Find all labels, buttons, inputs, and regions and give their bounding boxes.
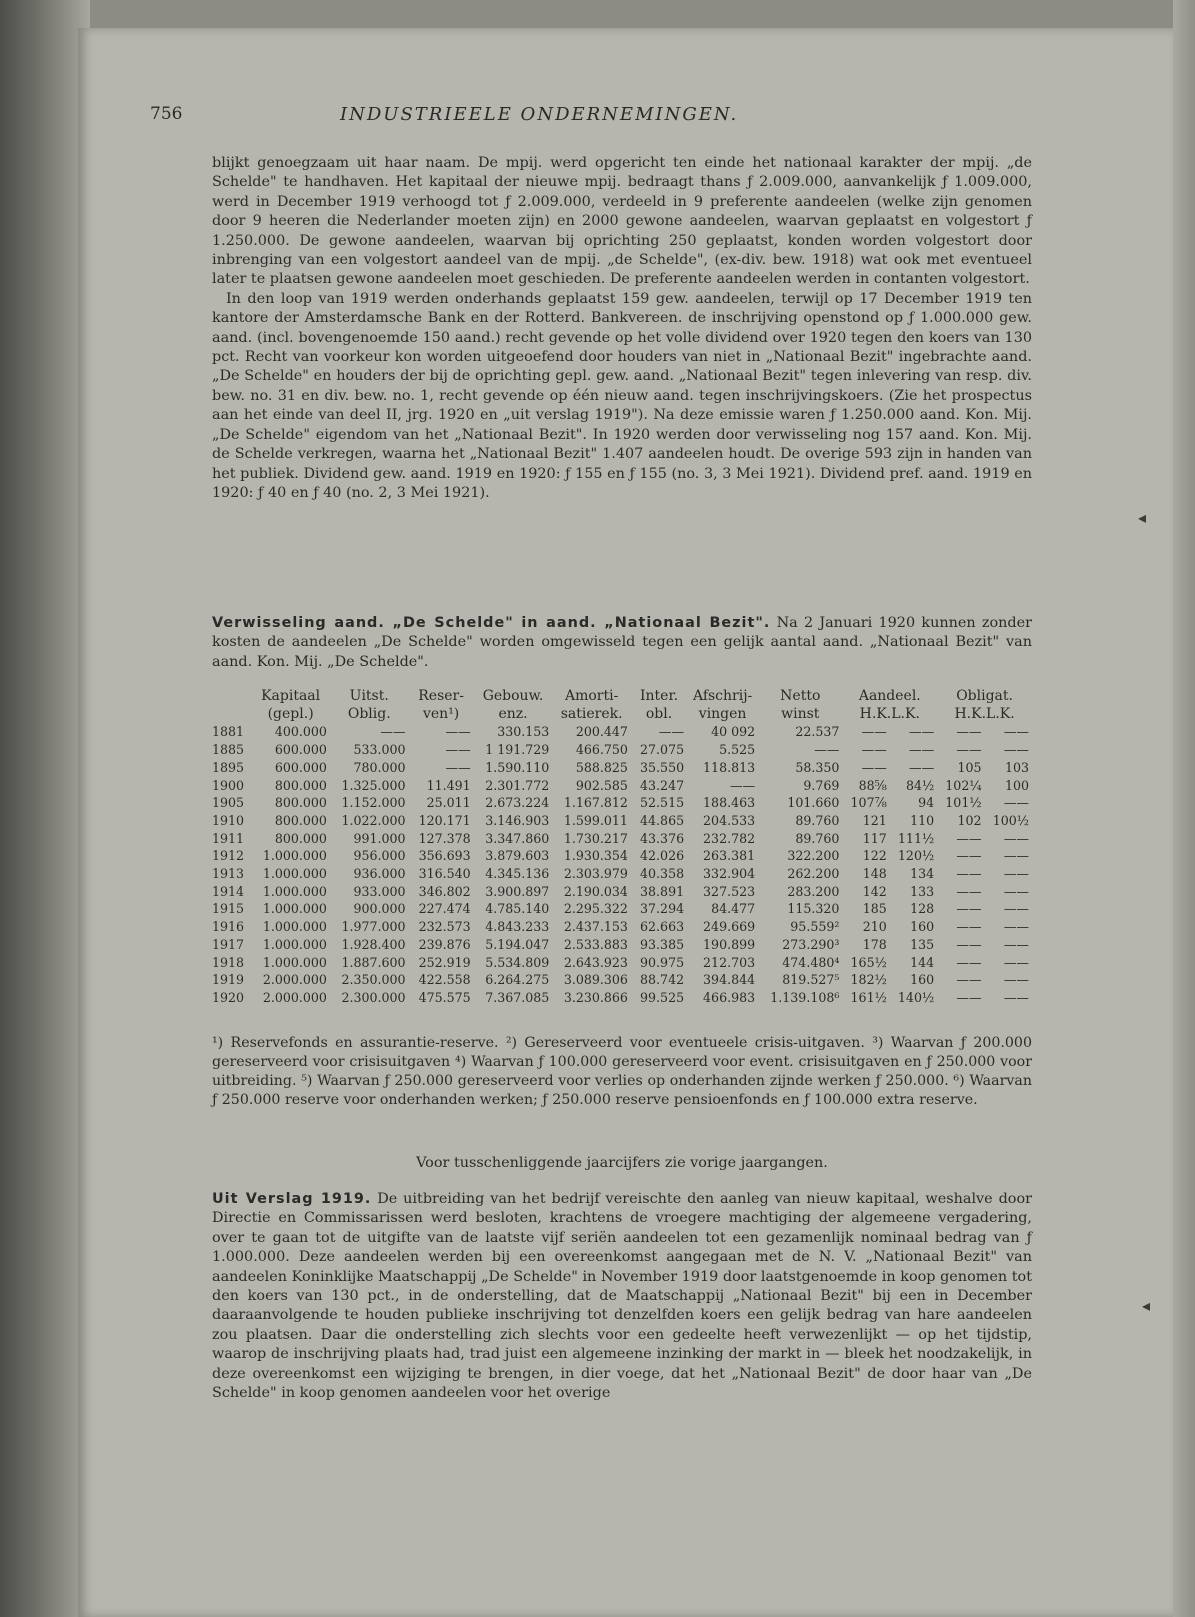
table-row (212, 759, 1032, 777)
table-row (212, 936, 1032, 954)
table-cell: 316.540 (418, 866, 471, 882)
table-cell-year: 1916 (212, 919, 245, 935)
table-row (212, 794, 1032, 812)
table-cell: 5.534.809 (485, 954, 550, 970)
table-cell: 327.523 (703, 883, 756, 899)
table-cell: 800.000 (274, 812, 327, 828)
table-cell: 1.167.812 (563, 795, 628, 811)
table-cell: 190.899 (703, 936, 756, 952)
table-row (212, 723, 1032, 741)
table-cell: 2.643.923 (563, 954, 628, 970)
table-cell-year: 1915 (212, 901, 245, 917)
table-cell-year: 1913 (212, 866, 245, 882)
table-cell: 37.294 (640, 901, 685, 917)
table-cell: 800.000 (274, 795, 327, 811)
table-cell: 44.865 (640, 812, 685, 828)
table-cell: 105 (957, 759, 982, 775)
intermediate-years-note: Voor tusschenliggende jaarcijfers zie vorige jaargangen. (416, 1155, 828, 1171)
table-cell: 252.919 (418, 954, 471, 970)
table-cell: 232.782 (703, 830, 756, 846)
table-cell: 7.367.085 (485, 989, 550, 1005)
table-cell: —— (1003, 954, 1029, 970)
table-cell: 2.350.000 (341, 972, 406, 988)
table-cell: 95.559² (790, 919, 840, 935)
table-cell: 1.000.000 (262, 901, 327, 917)
table-cell: 2.000.000 (262, 989, 327, 1005)
table-subheader: obl. (645, 705, 673, 722)
table-cell: 588.825 (575, 759, 628, 775)
table-cell: —— (956, 989, 982, 1005)
table-cell: 3.230.866 (563, 989, 628, 1005)
intro-paragraph-2: In den loop van 1919 werden onderhands geplaatst 159 gew. aandeelen, terwijl op 17 December 1919 ten kantore der Amsterdamsche Bank en der Rotterd. Bankvereen. de inschrijving openstond op ƒ 1.000.000 gew. aand. (incl. bovengenoemde 150 aand.) recht gevende op het volle dividend over 1920 tegen den koers van 130 pct. Recht van voorkeur kon worden uitgeoefend door houders van niet in „Nationaal Bezit" ingebrachte aand. „De Schelde" en houders der bij de oprichting gepl. gew. aand. „Nationaal Bezit" tegen inlevering van resp. div. bew. no. 31 en div. bew. no. 1, recht gevende op één nieuw aand. tegen inschrijvingskoers. (Zie het prospectus aan het einde van deel II, jrg. 1920 en „uit verslag 1919"). Na deze emissie waren ƒ 1.250.000 aand. Kon. Mij. „De Schelde" eigendom van het „Nationaal Bezit". In 1920 werden door verwisseling nog 157 aand. Kon. Mij. de Schelde verkregen, waarna het „Nationaal Bezit" 1.407 aandeelen houdt. De overige 593 zijn in handen van het publiek. Dividend gew. aand. 1919 en 1920: ƒ 155 en ƒ 155 (no. 3, 3 Mei 1921). Dividend pref. aand. 1919 en 1920: ƒ 40 en ƒ 40 (no. 2, 3 Mei 1921). (212, 290, 1032, 501)
table-cell: 58.350 (795, 759, 840, 775)
table-cell: —— (956, 936, 982, 952)
table-cell: 1.000.000 (262, 936, 327, 952)
table-cell: —— (908, 759, 935, 775)
table-cell: 140½ (897, 989, 935, 1005)
table-cell: 25.011 (426, 795, 471, 811)
table-cell: 1.022.000 (341, 812, 406, 828)
financial-table (212, 688, 1032, 1007)
table-cell: 600.000 (274, 759, 327, 775)
table-cell: 956.000 (353, 848, 406, 864)
table-row (212, 865, 1032, 883)
table-cell: —— (1003, 936, 1029, 952)
table-row (212, 812, 1032, 830)
table-cell: 142 (862, 883, 887, 899)
table-cell: 185 (862, 901, 887, 917)
table-header: Obligat. (956, 688, 1013, 704)
table-cell: —— (956, 848, 982, 864)
table-cell: —— (1003, 901, 1029, 917)
table-cell-year: 1917 (212, 936, 245, 952)
table-cell: 227.474 (418, 901, 471, 917)
table-cell: 3.900.897 (485, 883, 550, 899)
table-cell: 212.703 (703, 954, 756, 970)
table-row (212, 777, 1032, 795)
table-cell: 94 (918, 795, 935, 811)
table-subheader: winst (781, 705, 820, 722)
table-subheader: H.K.L.K. (954, 705, 1015, 722)
table-header: Uitst. (349, 688, 389, 704)
table-cell: 127.378 (418, 830, 471, 846)
exchange-heading: Verwisseling aand. „De Schelde" in aand. „Nationaal Bezit". (212, 615, 771, 631)
table-cell: 2.295.322 (563, 901, 628, 917)
table-cell: 1.152.000 (341, 795, 406, 811)
table-cell: 780.000 (353, 759, 406, 775)
table-cell: 204.533 (703, 812, 756, 828)
table-cell: 1.000.000 (262, 883, 327, 899)
table-cell: 330.153 (497, 724, 550, 740)
table-cell: 1.000.000 (262, 919, 327, 935)
table-cell: 165½ (850, 954, 887, 970)
table-cell: —— (956, 954, 982, 970)
table-cell: 1.930.354 (563, 848, 628, 864)
table-cell: 475.575 (418, 989, 471, 1005)
table-cell: 84.477 (711, 901, 756, 917)
table-cell: 283.200 (787, 883, 840, 899)
table-cell: 134 (910, 866, 935, 882)
table-cell: 120.171 (418, 812, 471, 828)
table-cell: 9.769 (803, 777, 840, 793)
table-cell: —— (956, 919, 982, 935)
table-cell: —— (445, 742, 471, 758)
table-cell: —— (956, 901, 982, 917)
table-cell: 1.000.000 (262, 954, 327, 970)
table-header: Gebouw. (482, 688, 544, 704)
table-header-row-2 (212, 706, 1032, 724)
table-cell: 394.844 (703, 972, 756, 988)
table-cell: 1.730.217 (563, 830, 628, 846)
table-row (212, 883, 1032, 901)
table-header: Afschrij- (692, 688, 753, 704)
table-cell: 111½ (897, 830, 935, 846)
table-cell: 160 (910, 919, 935, 935)
table-cell: 101.660 (787, 795, 840, 811)
table-cell: 93.385 (640, 936, 685, 952)
table-cell: 332.904 (703, 866, 756, 882)
table-cell-year: 1885 (212, 742, 245, 758)
table-cell: 161½ (850, 989, 887, 1005)
table-cell: 533.000 (353, 742, 406, 758)
table-cell: 466.983 (703, 989, 756, 1005)
table-cell-year: 1910 (212, 812, 245, 828)
table-cell: 1.887.600 (341, 954, 406, 970)
table-cell: 902.585 (575, 777, 628, 793)
table-cell: 5.194.047 (485, 936, 550, 952)
table-cell: 3.347.860 (485, 830, 550, 846)
margin-mark-icon: ◂ (1138, 508, 1147, 527)
table-cell-year: 1900 (212, 777, 245, 793)
table-cell: —— (956, 724, 982, 740)
table-subheader (212, 706, 251, 724)
table-cell: —— (861, 742, 887, 758)
table-cell: —— (956, 742, 982, 758)
table-cell: 4.843.233 (485, 919, 550, 935)
table-cell: 2.301.772 (485, 777, 550, 793)
table-cell: 1.590.110 (485, 759, 550, 775)
table-cell: —— (861, 759, 887, 775)
table-header: Aandeel. (858, 688, 921, 704)
table-cell: 22.537 (795, 724, 840, 740)
table-cell: 107⅞ (850, 795, 887, 811)
table-cell-year: 1914 (212, 883, 245, 899)
running-title: INDUSTRIEELE ONDERNEMINGEN. (340, 104, 739, 125)
table-cell: 43.376 (640, 830, 685, 846)
table-cell: 133 (910, 883, 935, 899)
table-cell: —— (956, 866, 982, 882)
table-cell: —— (908, 724, 935, 740)
table-cell: 1.139.108⁶ (770, 989, 840, 1005)
table-cell: 422.558 (418, 972, 471, 988)
table-cell: 62.663 (640, 919, 685, 935)
table-cell-year: 1881 (212, 724, 245, 740)
table-cell: 1 191.729 (485, 742, 550, 758)
table-cell: —— (956, 972, 982, 988)
table-cell: 239.876 (418, 936, 471, 952)
table-cell: —— (814, 742, 840, 758)
table-header: Kapitaal (261, 688, 321, 704)
book-spine-edge (0, 0, 90, 1617)
table-cell: 42.026 (640, 848, 685, 864)
table-cell: 466.750 (575, 742, 628, 758)
page-header (150, 104, 1050, 134)
table-header (212, 688, 251, 706)
table-cell: 43.247 (640, 777, 685, 793)
table-cell: 2.190.034 (563, 883, 628, 899)
table-cell: —— (380, 724, 406, 740)
book-page-edge-right (1173, 0, 1195, 1617)
table-cell: 52.515 (640, 795, 685, 811)
table-cell: —— (1003, 883, 1029, 899)
table-cell: 118.813 (703, 759, 756, 775)
table-cell: 110 (910, 812, 935, 828)
table-cell-year: 1911 (212, 830, 245, 846)
table-cell: 120½ (897, 848, 935, 864)
table-cell: 400.000 (274, 724, 327, 740)
table-cell: 1.928.400 (341, 936, 406, 952)
table-cell: 102¼ (945, 777, 982, 793)
table-header: Inter. (640, 688, 679, 704)
table-cell: 1.977.000 (341, 919, 406, 935)
table-subheader: vingen (698, 705, 747, 722)
table-cell: 2.300.000 (341, 989, 406, 1005)
table-cell: 1.000.000 (262, 866, 327, 882)
table-cell-year: 1905 (212, 795, 245, 811)
table-cell: 800.000 (274, 777, 327, 793)
table-cell: 128 (910, 901, 935, 917)
table-header-row-1 (212, 688, 1032, 706)
table-subheader: Oblig. (347, 705, 391, 722)
table-cell: 100½ (992, 812, 1029, 828)
table-header: Amorti- (564, 688, 619, 704)
table-cell: —— (956, 883, 982, 899)
intro-paragraph-1: blijkt genoegzaam uit haar naam. De mpij. werd opgericht ten einde het nationaal karakter der mpij. „de Schelde" te handhaven. Het kapitaal der nieuwe mpij. bedraagt thans ƒ 2.009.000, aanvankelijk ƒ 1.009.000, werd in December 1919 verhoogd tot ƒ 2.009.000, verdeeld in 9 preferente aandeelen (welke zijn genomen door 9 heeren die Nederlander moeten zijn) en 2000 gewone aandeelen, waarvan geplaatst en volgestort ƒ 1.250.000. De gewone aandeelen, waarvan bij oprichting 250 geplaatst, konden worden volgestort door inbrenging van een volgestort aandeel van de mpij. „de Schelde", (ex-div. bew. 1918) wat ook met eventueel later te plaatsen gewone aandeelen moet geschieden. De preferente aandeelen werden in contanten volgestort. (212, 155, 1032, 288)
table-cell: 819.527⁵ (782, 972, 840, 988)
table-cell: —— (445, 724, 471, 740)
table-cell: 3.089.306 (563, 972, 628, 988)
table-row (212, 900, 1032, 918)
table-cell: 4.785.140 (485, 901, 550, 917)
table-cell: —— (861, 724, 887, 740)
report-text: De uitbreiding van het bedrijf vereischte den aanleg van nieuw kapitaal, weshalve door Directie en Commissarissen werd besloten, krachtens de vroegere machtiging der algemeene vergadering, over te gaan tot de uitgifte van de laatste vijf seriën aandeelen tot een gezamenlijk nominaal bedrag van ƒ 1.000.000. Deze aandeelen werden bij een overeenkomst aangegaan met de N. V. „Nationaal Bezit" van aandeelen Koninklijke Maatschappij „De Schelde" in November 1919 door laatstgenoemde in koop genomen tot den koers van 130 pct., in de onderstelling, dat de Maatschappij „Nationaal Bezit" bij een in December daaraanvolgende te houden publieke inschrijving tot denzelfden koers een gelijk bedrag van hare aandeelen zou plaatsen. Daar die onderstelling zich slechts voor een gedeelte heeft verwezenlijkt — op het tijdstip, waarop de inschrijving plaats had, trad juist een algemeene inzinking der markt in — bleek het noodzakelijk, in deze overeenkomst een wijziging te brengen, in dier voege, dat het „Nationaal Bezit" de door haar van „De Schelde" in koop genomen aandeelen voor het overige (212, 1191, 1032, 1402)
table-cell: 38.891 (640, 883, 685, 899)
table-cell: 6.264.275 (485, 972, 550, 988)
table-cell: 178 (862, 936, 887, 952)
table-cell: 800.000 (274, 830, 327, 846)
table-row (212, 971, 1032, 989)
table-cell: 1.325.000 (341, 777, 406, 793)
table-cell: 322.200 (787, 848, 840, 864)
exchange-text: Na 2 Januari 1920 kunnen zonder kosten de aandeelen „De Schelde" worden omgewisseld tegen een gelijk aantal aand. „Nationaal Bezit" van aand. Kon. Mij. „De Schelde". (212, 615, 1032, 670)
table-cell: 210 (862, 919, 887, 935)
table-cell: 273.290³ (782, 936, 840, 952)
table-cell: 89.760 (795, 812, 840, 828)
table-subheader: ven¹) (422, 705, 460, 722)
table-cell: 2.000.000 (262, 972, 327, 988)
table-cell: 121 (862, 812, 887, 828)
table-cell: 103 (1004, 759, 1029, 775)
table-cell: 88⅝ (858, 777, 887, 793)
table-cell: 3.879.603 (485, 848, 550, 864)
report-section (212, 1190, 1032, 1403)
table-cell: 2.533.883 (563, 936, 628, 952)
table-cell: 3.146.903 (485, 812, 550, 828)
table-row (212, 830, 1032, 848)
table-cell: 89.760 (795, 830, 840, 846)
table-cell-year: 1918 (212, 954, 245, 970)
table-cell: 122 (862, 848, 887, 864)
table-cell: 188.463 (703, 795, 756, 811)
report-heading: Uit Verslag 1919. (212, 1191, 372, 1207)
table-cell-year: 1920 (212, 989, 245, 1005)
table-header: Netto (780, 688, 821, 704)
table-cell: —— (956, 830, 982, 846)
intro-text (212, 154, 1032, 503)
table-cell: 182½ (850, 972, 887, 988)
table-cell: 936.000 (353, 866, 406, 882)
table-cell: 40 092 (711, 724, 756, 740)
table-cell: 135 (910, 936, 935, 952)
table-subheader: enz. (498, 705, 528, 722)
table-cell: 144 (910, 954, 935, 970)
table-cell: —— (1003, 919, 1029, 935)
table-cell: —— (908, 742, 935, 758)
table-cell-year: 1912 (212, 848, 245, 864)
table-cell: —— (1003, 795, 1029, 811)
table-cell: 84½ (905, 777, 935, 793)
table-cell: 200.447 (575, 724, 628, 740)
table-cell: 346.802 (418, 883, 471, 899)
table-cell: —— (1003, 830, 1029, 846)
table-cell: 88.742 (640, 972, 685, 988)
table-cell: 249.669 (703, 919, 756, 935)
table-cell: 11.491 (426, 777, 471, 793)
table-cell: 2.437.153 (563, 919, 628, 935)
table-cell: 27.075 (640, 742, 685, 758)
table-cell: —— (1003, 848, 1029, 864)
table-cell: —— (729, 777, 756, 793)
table-cell: —— (1003, 742, 1029, 758)
exchange-section (212, 614, 1032, 672)
margin-mark-icon: ◂ (1142, 1296, 1151, 1315)
table-subheader: satierek. (560, 705, 623, 722)
table-row (212, 741, 1032, 759)
table-row (212, 954, 1032, 972)
table-cell: 102 (957, 812, 982, 828)
table-cell-year: 1895 (212, 759, 245, 775)
table-cell: 148 (862, 866, 887, 882)
table-cell: 991.000 (353, 830, 406, 846)
table-cell: —— (1003, 724, 1029, 740)
table-cell: 262.200 (787, 866, 840, 882)
table-cell: 117 (862, 830, 887, 846)
page-number: 756 (150, 104, 183, 124)
table-row (212, 847, 1032, 865)
table-cell: 99.525 (640, 989, 685, 1005)
table-footnotes: ¹) Reservefonds en assurantie-reserve. ²) Gereserveerd voor eventueele crisis-uitgaven. ³) Waarvan ƒ 200.000 gereserveerd voor crisisuitgaven ⁴) Waarvan ƒ 100.000 gereserveerd voor event. crisisuitgaven en ƒ 250.000 voor uitbreiding. ⁵) Waarvan ƒ 250.000 gereserveerd voor verlies op onderhanden zijnde werken ƒ 250.000. ⁶) Waarvan ƒ 250.000 reserve voor onderhanden werken; ƒ 250.000 reserve pensioenfonds en ƒ 100.000 extra reserve. (212, 1035, 1032, 1108)
table-cell: 90.975 (640, 954, 685, 970)
table-cell: 2.673.224 (485, 795, 550, 811)
table-cell: 232.573 (418, 919, 471, 935)
table-cell: 933.000 (353, 883, 406, 899)
table-cell: 1.599.011 (563, 812, 628, 828)
table-cell: 40.358 (640, 866, 685, 882)
table-header: Reser- (418, 688, 464, 704)
table-cell: 101½ (945, 795, 982, 811)
table-subheader: (gepl.) (267, 705, 314, 722)
table-cell: 4.345.136 (485, 866, 550, 882)
table-cell: 2.303.979 (563, 866, 628, 882)
table-cell: —— (445, 759, 471, 775)
table-cell: 100 (1004, 777, 1029, 793)
table-subheader: H.K.L.K. (859, 705, 920, 722)
table-cell: —— (1003, 866, 1029, 882)
table-cell: —— (658, 724, 685, 740)
table-cell: 600.000 (274, 742, 327, 758)
table-cell: 356.693 (418, 848, 471, 864)
table-cell: —— (1003, 989, 1029, 1005)
table-cell: 160 (910, 972, 935, 988)
table-cell: —— (1003, 972, 1029, 988)
table-cell: 5.525 (719, 742, 756, 758)
table-row (212, 989, 1032, 1007)
table-body (212, 723, 1032, 1006)
table-row (212, 918, 1032, 936)
table-cell: 1.000.000 (262, 848, 327, 864)
table-cell: 115.320 (787, 901, 840, 917)
table-cell-year: 1919 (212, 972, 245, 988)
table-cell: 474.480⁴ (782, 954, 840, 970)
table-cell: 900.000 (353, 901, 406, 917)
table-cell: 263.381 (703, 848, 756, 864)
table-cell: 35.550 (640, 759, 685, 775)
